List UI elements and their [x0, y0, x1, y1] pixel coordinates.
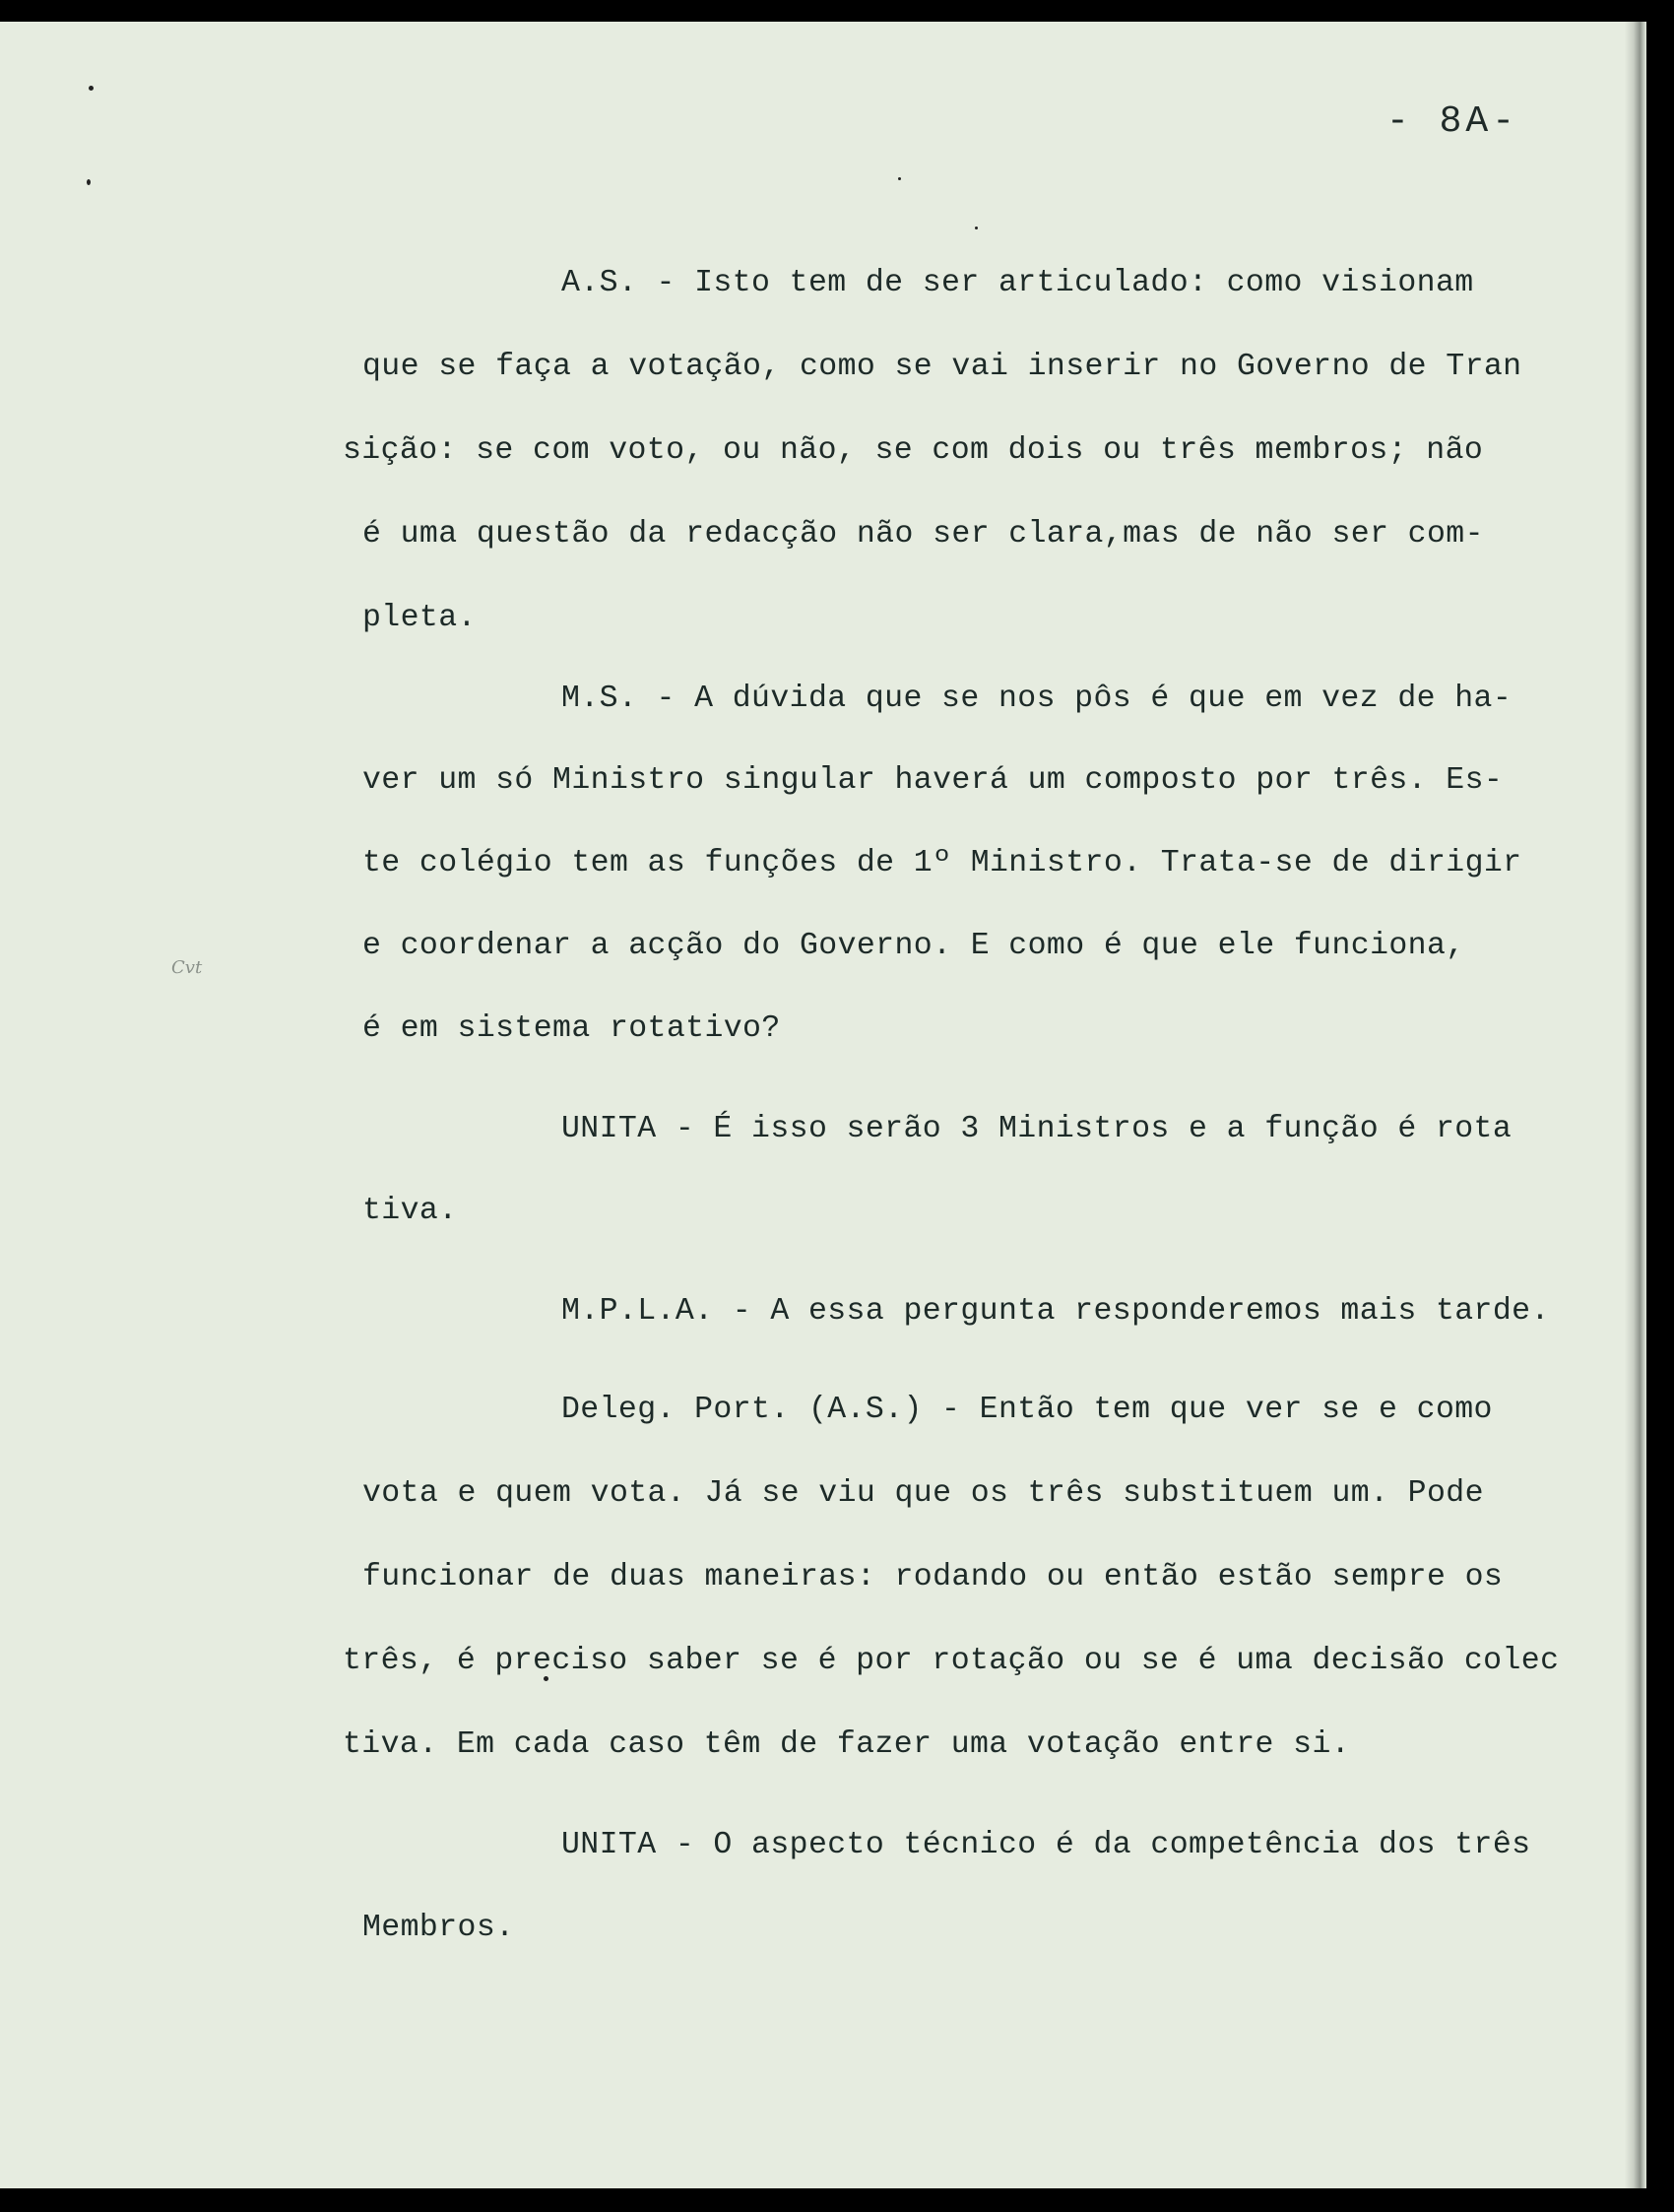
text-line: Membros. — [362, 1911, 515, 1945]
text-line: M.P.L.A. - A essa pergunta responderemos mais tarde. — [561, 1294, 1550, 1329]
margin-note: Cvt — [171, 957, 203, 978]
page-edge-shadow — [1625, 22, 1646, 2188]
page-number: - 8A- — [1386, 100, 1519, 143]
text-line: e coordenar a acção do Governo. E como é que ele funciona, — [362, 929, 1465, 963]
text-line: tiva. Em cada caso têm de fazer uma votação entre si. — [343, 1727, 1351, 1762]
text-line: é uma questão da redacção não ser clara,mas de não ser com- — [362, 517, 1484, 552]
text-line: é em sistema rotativo? — [362, 1011, 781, 1046]
text-line: pleta. — [362, 601, 477, 635]
text-line: UNITA - O aspecto técnico é da competência dos três — [561, 1828, 1531, 1862]
speckle-mark — [898, 177, 901, 180]
text-line: Deleg. Port. (A.S.) - Então tem que ver se e como — [561, 1393, 1493, 1427]
speckle-mark — [87, 179, 91, 185]
typed-document-page — [0, 22, 1646, 2188]
text-line: ver um só Ministro singular haverá um composto por três. Es- — [362, 763, 1504, 798]
text-line: A.S. - Isto tem de ser articulado: como visionam — [561, 266, 1474, 300]
text-line: que se faça a votação, como se vai inserir no Governo de Tran — [362, 350, 1522, 384]
speckle-mark — [975, 227, 978, 229]
text-line: três, é preciso saber se é por rotação ou se é uma decisão colec — [343, 1644, 1560, 1678]
text-line: sição: se com voto, ou não, se com dois ou três membros; não — [343, 433, 1484, 468]
text-line: vota e quem vota. Já se viu que os três substituem um. Pode — [362, 1476, 1484, 1511]
text-line: M.S. - A dúvida que se nos pôs é que em vez de ha- — [561, 682, 1513, 716]
speckle-mark — [89, 86, 94, 91]
text-line: funcionar de duas maneiras: rodando ou então estão sempre os — [362, 1560, 1504, 1594]
text-line: tiva. — [362, 1194, 458, 1228]
text-line: te colégio tem as funções de 1º Ministro. Trata-se de dirigir — [362, 846, 1522, 880]
text-line: UNITA - É isso serão 3 Ministros e a função é rota — [561, 1112, 1513, 1146]
